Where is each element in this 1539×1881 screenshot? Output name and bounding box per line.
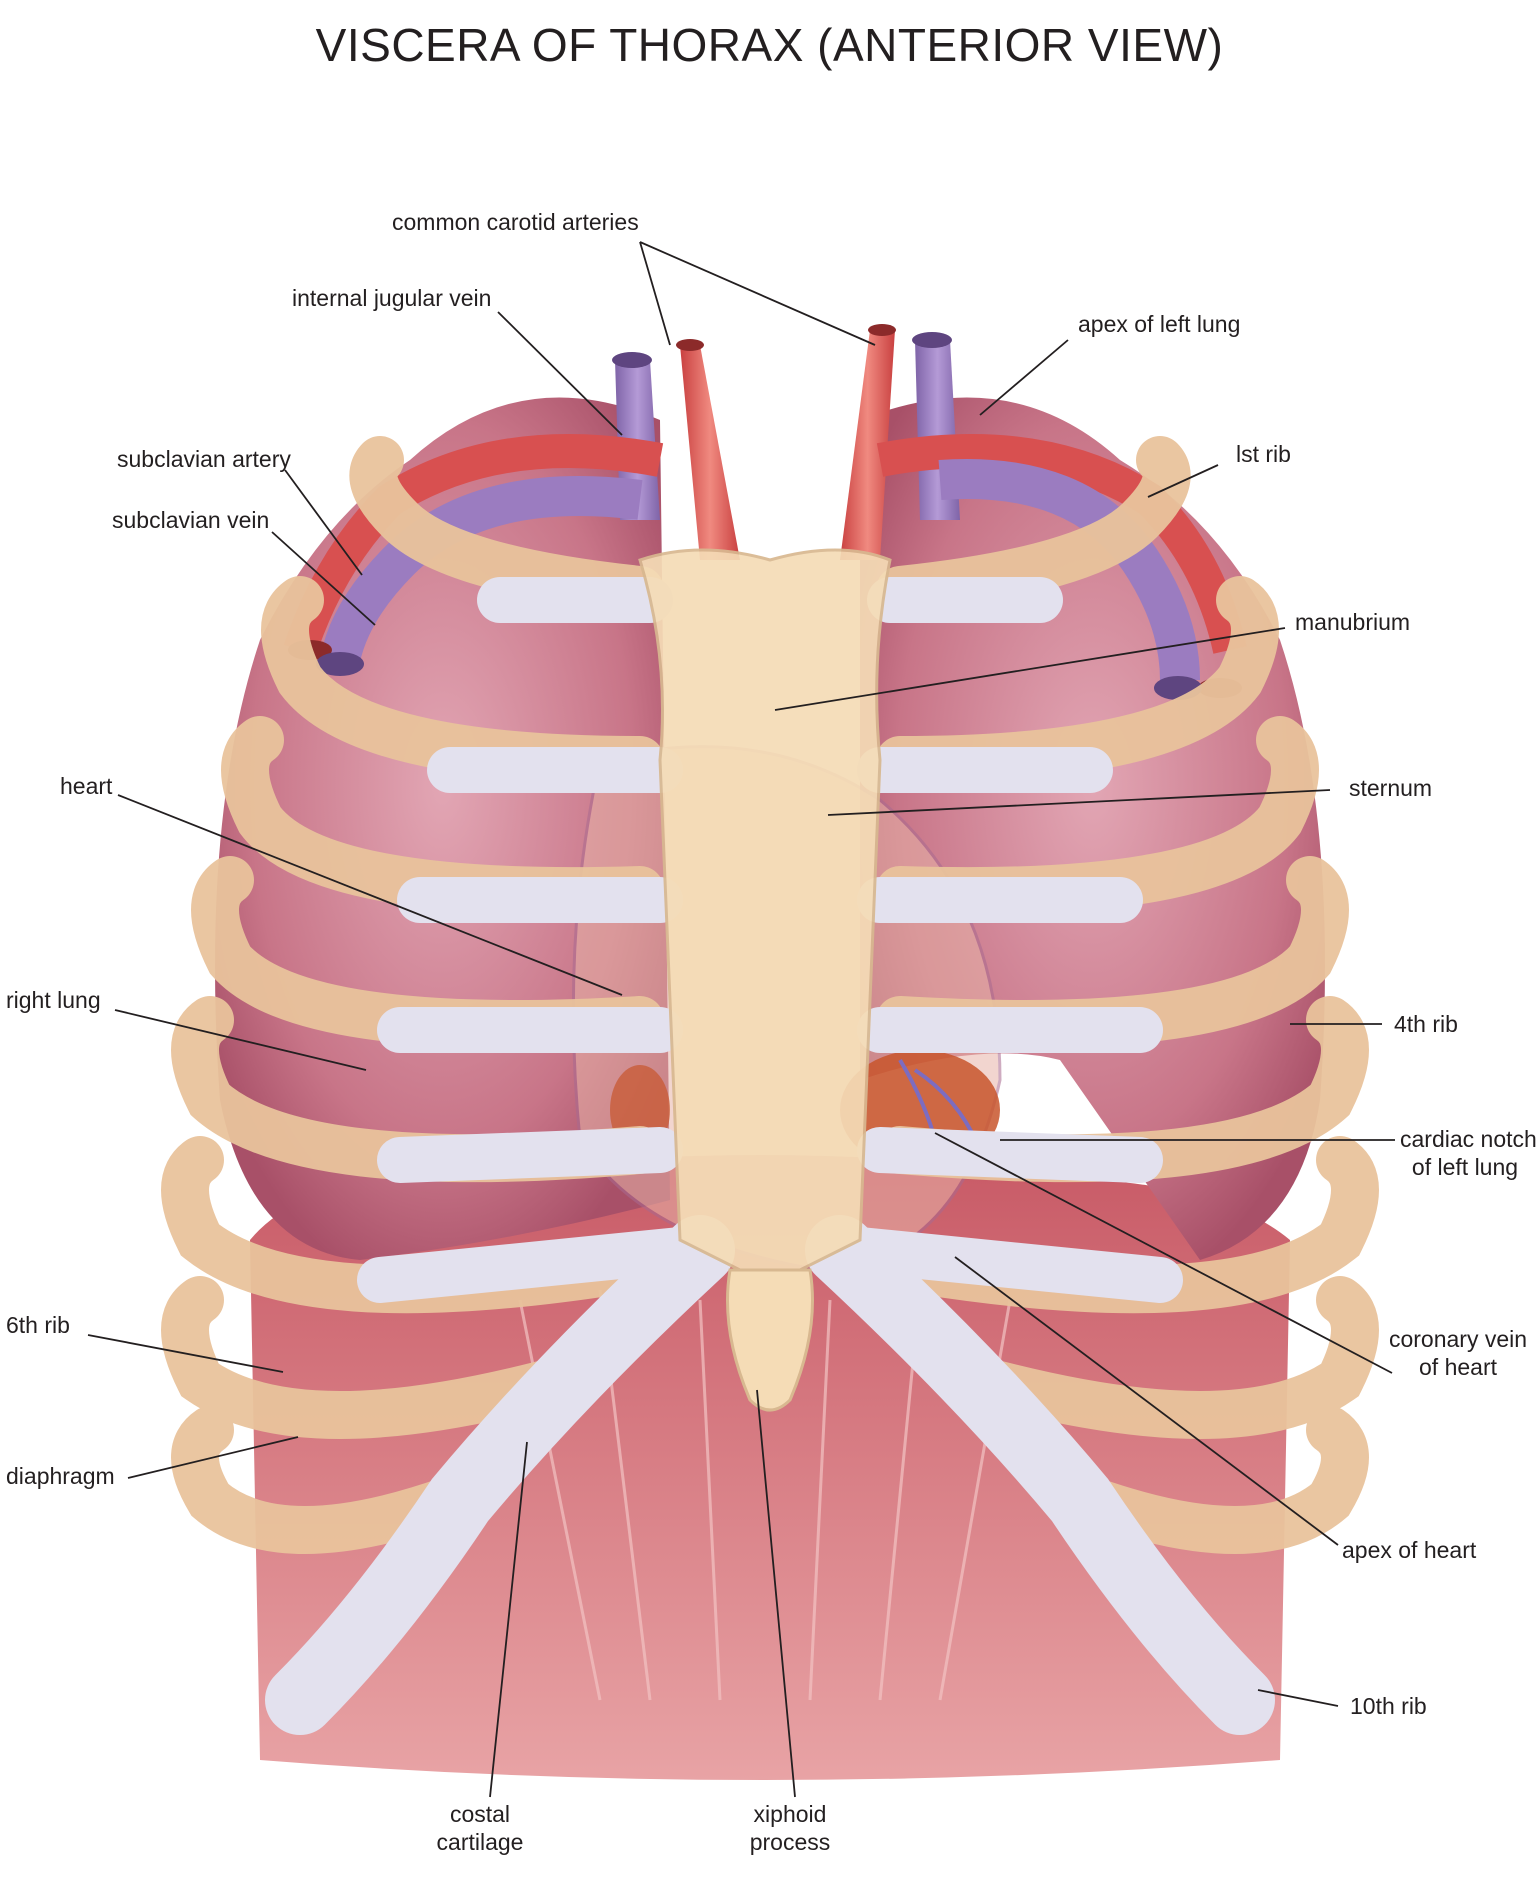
label-manubrium: manubrium xyxy=(1295,609,1411,635)
label-cardiac-notch-line-1: cardiac notch xyxy=(1400,1126,1537,1152)
label-costal-cartilage-line-1: costal xyxy=(449,1801,511,1827)
label-right-lung: right lung xyxy=(6,987,101,1013)
sternum xyxy=(640,550,890,1270)
label-4th-rib: 4th rib xyxy=(1394,1011,1458,1037)
label-coronary-vein-of-heart xyxy=(1388,1325,1528,1381)
label-internal-jugular-vein: internal jugular vein xyxy=(292,285,492,311)
label-coronary-vein-line-1: coronary vein xyxy=(1388,1326,1528,1352)
diagram-title: VISCERA OF THORAX (ANTERIOR VIEW) xyxy=(315,19,1224,71)
label-xiphoid-line-2: process xyxy=(749,1829,831,1855)
label-6th-rib: 6th rib xyxy=(6,1312,70,1338)
label-sternum: sternum xyxy=(1349,775,1433,801)
label-subclavian-vein: subclavian vein xyxy=(112,507,270,533)
label-cardiac-notch-line-2: of left lung xyxy=(1411,1154,1519,1180)
label-subclavian-artery: subclavian artery xyxy=(117,446,291,472)
label-costal-cartilage-line-2: cartilage xyxy=(436,1829,524,1855)
label-xiphoid-process xyxy=(740,1800,840,1856)
label-common-carotid-arteries: common carotid arteries xyxy=(392,209,639,235)
label-coronary-vein-line-2: of heart xyxy=(1419,1354,1497,1380)
label-cardiac-notch-of-left-lung xyxy=(1400,1125,1537,1181)
label-apex-of-left-lung: apex of left lung xyxy=(1078,311,1241,337)
label-first-rib: lst rib xyxy=(1236,441,1291,467)
label-heart: heart xyxy=(60,773,113,799)
label-diaphragm: diaphragm xyxy=(6,1463,115,1489)
label-xiphoid-line-1: xiphoid xyxy=(753,1801,827,1827)
label-costal-cartilage xyxy=(420,1800,540,1856)
label-10th-rib: 10th rib xyxy=(1350,1693,1427,1719)
label-apex-of-heart: apex of heart xyxy=(1342,1537,1477,1563)
